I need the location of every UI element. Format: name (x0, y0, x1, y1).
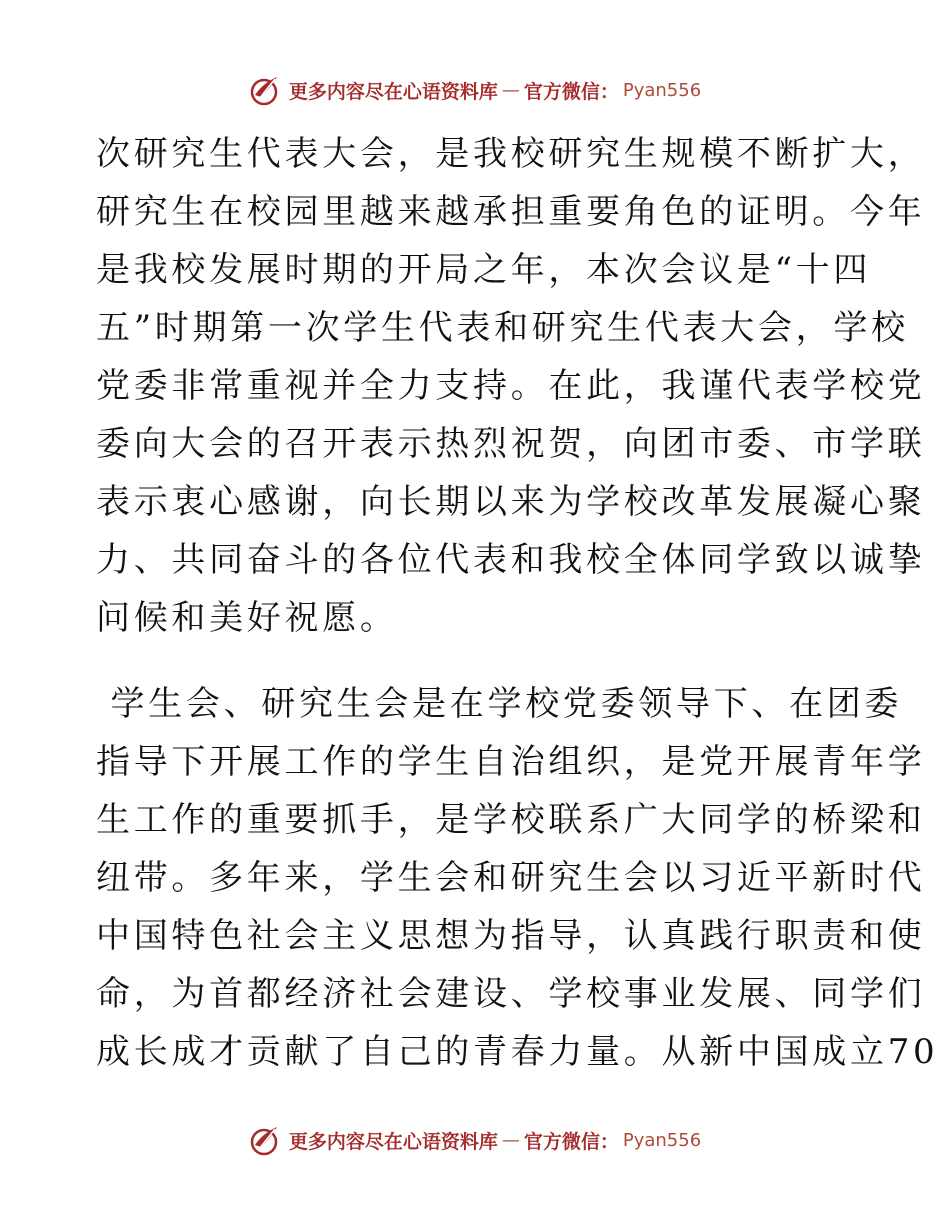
text-line: 中国特色社会主义思想为指导，认真践行职责和使 (96, 916, 926, 956)
text-line: 研究生在校园里越来越承担重要角色的证明。今年 (96, 192, 926, 232)
banner-dash: — (501, 1129, 520, 1151)
banner-wechat-label: 官方微信： (523, 1130, 619, 1153)
text-line: 是我校发展时期的开局之年，本次会议是“十四 (96, 250, 872, 290)
paragraph-1 (96, 125, 926, 647)
paragraph-2 (96, 675, 939, 1081)
banner-title: 更多内容尽在心语资料库 (288, 1130, 498, 1153)
text-line: 问候和美好祝愿。 (96, 598, 398, 638)
text-line: 学生会、研究生会是在学校党委领导下、在团委 (96, 684, 903, 724)
text-line: 次研究生代表大会，是我校研究生规模不断扩大， (96, 134, 926, 174)
text-line: 力、共同奋斗的各位代表和我校全体同学致以诚挚 (96, 540, 926, 580)
text-line: 纽带。多年来，学生会和研究生会以习近平新时代 (96, 858, 926, 898)
pen-scroll-logo-icon (249, 1123, 283, 1157)
text-line: 五”时期第一次学生代表和研究生代表大会，学校 (96, 308, 909, 348)
text-line: 指导下开展工作的学生自治组织，是党开展青年学 (96, 742, 926, 782)
paragraph-gap (96, 647, 856, 675)
text-line: 成长成才贡献了自己的青春力量。从新中国成立70 (96, 1032, 939, 1072)
banner-wechat-id: Pyan556 (622, 1129, 702, 1151)
pen-scroll-logo-icon (249, 73, 283, 107)
text-line: 生工作的重要抓手，是学校联系广大同学的桥梁和 (96, 800, 926, 840)
footer-banner (0, 1120, 950, 1160)
banner-wechat-id: Pyan556 (622, 79, 702, 101)
banner-wechat-label: 官方微信： (523, 80, 619, 103)
header-banner (0, 70, 950, 110)
banner-dash: — (501, 79, 520, 101)
document-body (96, 125, 939, 1081)
text-line: 命，为首都经济社会建设、学校事业发展、同学们 (96, 974, 926, 1014)
text-line: 委向大会的召开表示热烈祝贺，向团市委、市学联 (96, 424, 926, 464)
text-line: 党委非常重视并全力支持。在此，我谨代表学校党 (96, 366, 926, 406)
text-line: 表示衷心感谢，向长期以来为学校改革发展凝心聚 (96, 482, 926, 522)
banner-title: 更多内容尽在心语资料库 (288, 80, 498, 103)
